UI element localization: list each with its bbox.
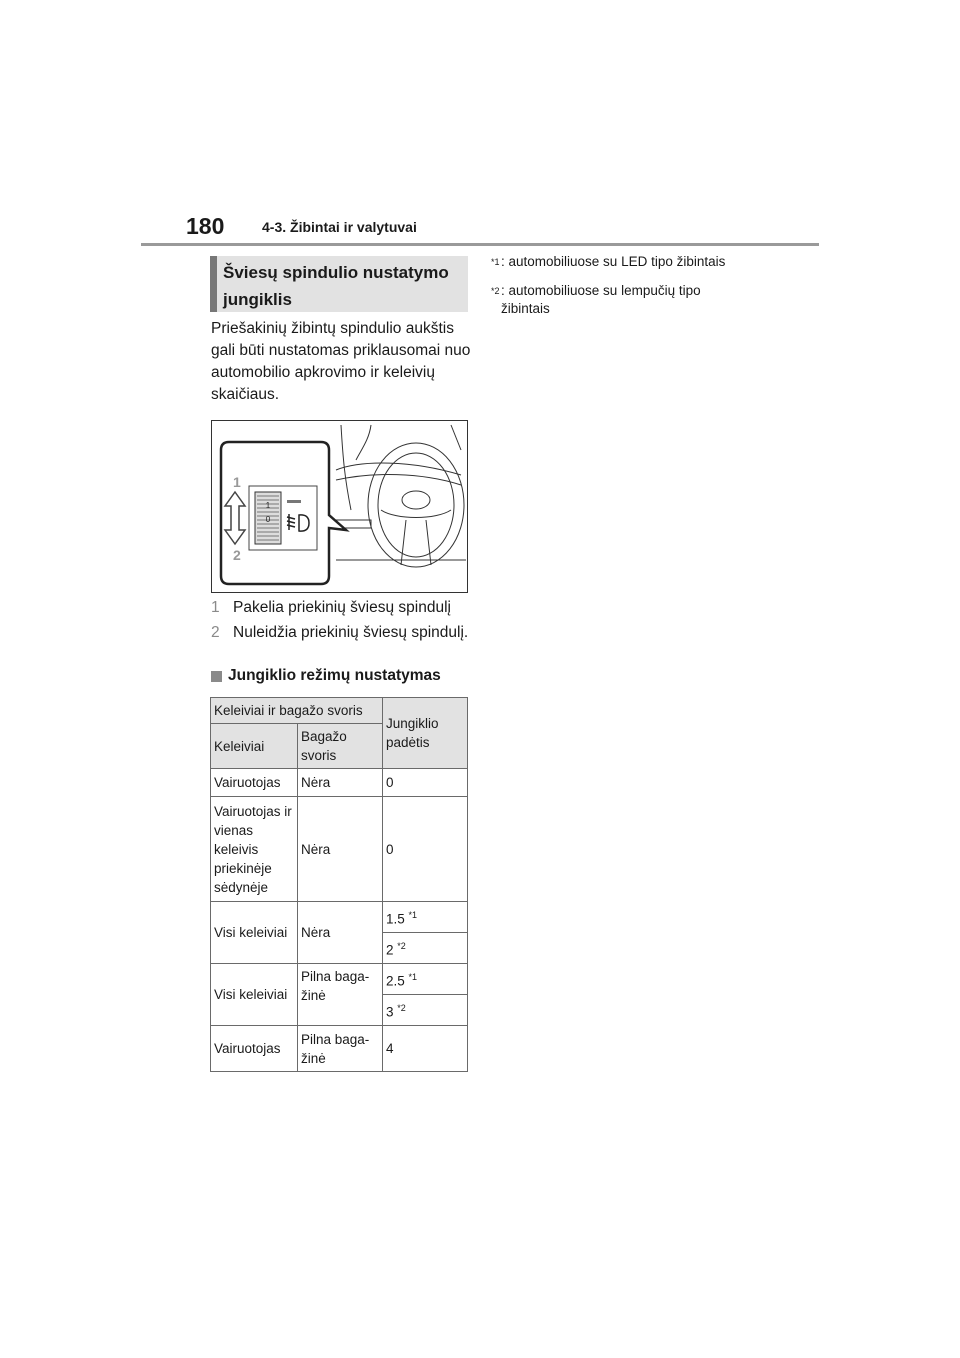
arrow-label-down: 2 [233, 547, 241, 563]
load-cell: Nėra [298, 769, 383, 797]
section-heading: Šviesų spindulio nustatymo jungiklis [210, 256, 468, 312]
position-value: 1.5 [386, 911, 405, 927]
subheading [211, 667, 441, 685]
position-cell: 4 [383, 1026, 468, 1072]
position-value: 2.5 [386, 973, 405, 989]
position-cell [383, 964, 468, 995]
headlight-leveling-illustration [211, 420, 468, 593]
step-text: Pakelia priekinių šviesų spindulį [233, 599, 451, 616]
position-cell: 0 [383, 797, 468, 902]
header-divider [141, 243, 819, 246]
passengers-cell: Vairuotojas [211, 1026, 298, 1072]
footnote-marker: *2 [397, 1002, 406, 1013]
footnote-item [491, 282, 791, 318]
step-number: 1 [211, 599, 220, 616]
position-cell [383, 933, 468, 964]
subheading-text: Jungiklio režimų nustatymas [228, 667, 441, 684]
footnote-text: : automobiliuose su LED tipo žibintais [501, 254, 726, 269]
table-row [211, 1026, 468, 1072]
step-number: 2 [211, 624, 220, 641]
load-cell: Pilna baga-žinė [298, 1026, 383, 1072]
table-row [211, 902, 468, 933]
position-value: 3 [386, 1004, 394, 1020]
position-value: 2 [386, 942, 394, 958]
header-passengers-cell: Keleiviai [211, 724, 298, 769]
position-cell: 0 [383, 769, 468, 797]
load-cell: Nėra [298, 797, 383, 902]
header-group-cell: Keleiviai ir bagažo svoris [211, 698, 383, 724]
dial-mark-bottom: 0 [265, 515, 271, 524]
load-cell: Pilna baga-žinė [298, 964, 383, 1026]
load-cell: Nėra [298, 902, 383, 964]
intro-paragraph: Priešakinių žibintų spindulio aukštis gali būti nustatomas priklausomai nuo automobilio apkrovimo ir keleivių skaičiaus. [211, 320, 471, 403]
step-item [211, 623, 473, 643]
steps-list [211, 598, 473, 648]
dial-mark-top: 1 [265, 501, 271, 510]
header-position-cell: Jungiklio padėtis [383, 698, 468, 769]
section-title: 4-3. Žibintai ir valytuvai [262, 219, 417, 235]
footnotes [491, 253, 791, 324]
footnote-item [491, 253, 791, 276]
passengers-cell: Visi keleiviai [211, 902, 298, 964]
passengers-cell: Vairuotojas ir vienas keleivis priekinėje sėdynėje [211, 797, 298, 902]
arrow-label-up: 1 [233, 474, 241, 490]
footnote-text: : automobiliuose su lempučių tipo žibintais [501, 282, 701, 316]
table-row [211, 797, 468, 902]
footnote-key: *2 [491, 285, 500, 296]
square-bullet-icon [211, 671, 222, 682]
footnote-key: *1 [491, 257, 500, 267]
table-header-row [211, 698, 468, 724]
position-cell [383, 902, 468, 933]
footnote-marker: *2 [397, 940, 406, 951]
header-load-cell: Bagažo svoris [298, 724, 383, 769]
footnote-marker: *1 [408, 971, 418, 982]
step-text: Nuleidžia priekinių šviesų spindulį. [233, 624, 469, 641]
footnote-marker: *1 [408, 909, 418, 920]
page-number: 180 [186, 213, 225, 239]
table-row [211, 769, 468, 797]
table-row [211, 964, 468, 995]
passengers-cell: Vairuotojas [211, 769, 298, 797]
passengers-cell: Visi keleiviai [211, 964, 298, 1026]
position-cell [383, 995, 468, 1026]
switch-modes-table [210, 697, 468, 1072]
step-item [211, 598, 473, 618]
